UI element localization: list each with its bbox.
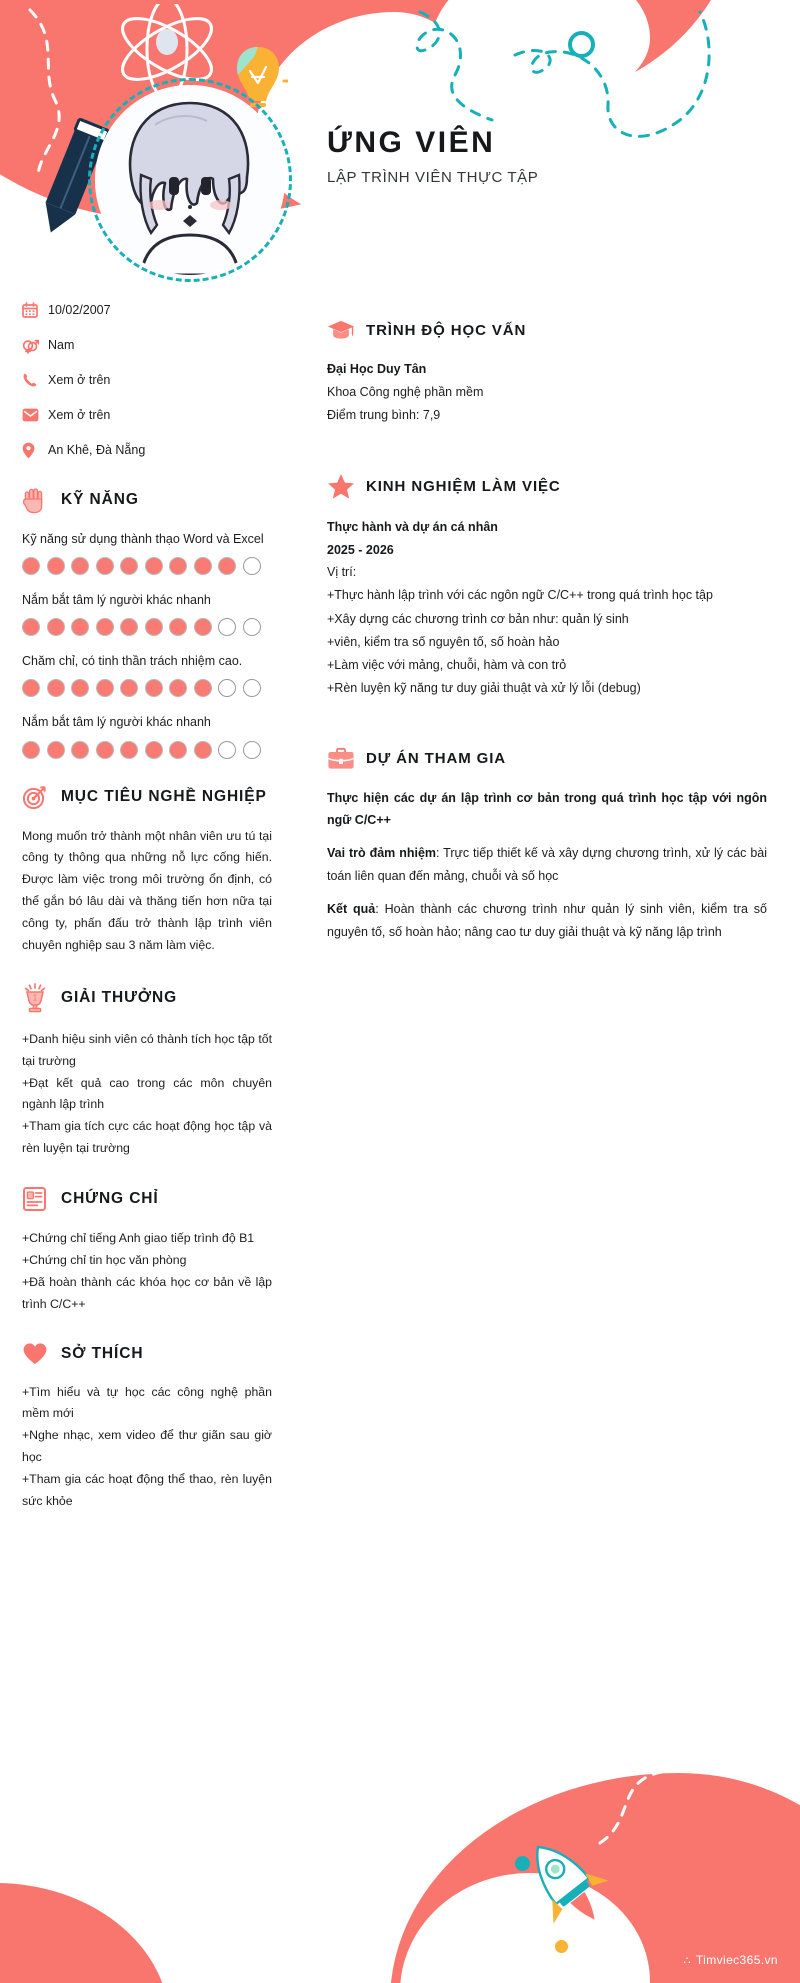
section-title: KỸ NĂNG <box>61 491 139 508</box>
rating-dot-empty[interactable] <box>243 741 261 759</box>
rating-dot-filled[interactable] <box>22 679 40 697</box>
section-title: GIẢI THƯỞNG <box>61 988 178 1006</box>
education-school: Đại Học Duy Tân <box>327 362 427 376</box>
experience-period: 2025 - 2026 <box>327 542 394 557</box>
section-header-certificates <box>22 1186 272 1212</box>
section-header-awards <box>22 983 272 1013</box>
rating-dot-filled[interactable] <box>71 618 89 636</box>
objective-text: Mong muốn trở thành một nhân viên ưu tú tại công ty thông qua những nỗ lực cống hiến. Được làm việc trong môi trường ổn định, có thể gắn bó lâu dài và thăng tiến hơn nữa tại công ty, phấn đấu trở thành lập trình viên chuyên nghiệp sau 3 năm làm việc. <box>22 828 272 952</box>
experience-bullet: +viên, kiểm tra số nguyên tố, số hoàn hảo <box>327 634 560 649</box>
skill-item <box>22 652 272 697</box>
project-role-label: Vai trò đảm nhiệm <box>327 845 437 860</box>
skill-rating[interactable] <box>22 557 272 575</box>
rating-dot-filled[interactable] <box>71 679 89 697</box>
header-decoration <box>0 0 800 300</box>
rocket-icon <box>505 1828 635 1948</box>
rating-dot-filled[interactable] <box>218 557 236 575</box>
skill-item <box>22 713 272 758</box>
contact-item-phone <box>22 370 272 390</box>
rating-dot-filled[interactable] <box>47 557 65 575</box>
sparkle-icon: ∴ <box>683 1954 691 1967</box>
phone-icon <box>22 372 48 388</box>
rating-dot-filled[interactable] <box>47 679 65 697</box>
brand-label: Timviec365.vn <box>695 1953 778 1967</box>
skill-rating[interactable] <box>22 741 272 759</box>
rating-dot-filled[interactable] <box>194 679 212 697</box>
rating-dot-filled[interactable] <box>145 679 163 697</box>
rating-dot-empty[interactable] <box>243 679 261 697</box>
candidate-role: LẬP TRÌNH VIÊN THỰC TẬP <box>327 169 539 186</box>
contact-item-location <box>22 440 272 460</box>
section-title: DỰ ÁN THAM GIA <box>366 750 507 767</box>
experience-role: Thực hành và dự án cá nhân <box>327 520 498 534</box>
rating-dot-filled[interactable] <box>96 741 114 759</box>
rating-dot-filled[interactable] <box>194 618 212 636</box>
project-result <box>327 898 767 945</box>
hobby-item: +Tìm hiểu và tự học các công nghệ phần mềm mới <box>22 1384 272 1421</box>
name-block <box>327 126 747 186</box>
contact-item-birthdate <box>22 300 272 320</box>
location-icon <box>22 442 48 459</box>
section-header-projects <box>327 747 767 771</box>
avatar <box>88 78 292 282</box>
contact-value: Xem ở trên <box>48 373 111 387</box>
rating-dot-empty[interactable] <box>218 679 236 697</box>
gender-icon <box>22 337 48 354</box>
skill-label: Kỹ năng sử dụng thành thạo Word và Excel <box>22 532 264 546</box>
contact-list <box>22 300 272 460</box>
rating-dot-filled[interactable] <box>22 618 40 636</box>
experience-bullet: +Xây dựng các chương trình cơ bản như: quản lý sinh <box>327 611 629 626</box>
project-role-text: : Trực tiếp thiết kế và xây dựng chương trình, xử lý các bài toán liên quan đến mảng, chuỗi và số học <box>327 845 767 883</box>
section-title: SỞ THÍCH <box>61 1344 144 1362</box>
rating-dot-filled[interactable] <box>22 741 40 759</box>
rating-dot-filled[interactable] <box>169 557 187 575</box>
experience-position-label: Vị trí: <box>327 565 357 579</box>
section-header-experience <box>327 473 767 500</box>
skill-item <box>22 591 272 636</box>
rating-dot-filled[interactable] <box>71 557 89 575</box>
rating-dot-filled[interactable] <box>96 618 114 636</box>
rating-dot-filled[interactable] <box>22 557 40 575</box>
briefcase-icon <box>327 747 355 771</box>
rating-dot-filled[interactable] <box>145 618 163 636</box>
hand-icon <box>22 486 50 514</box>
education-faculty: Khoa Công nghệ phần mềm <box>327 384 484 399</box>
contact-value: Nam <box>48 338 75 352</box>
heart-icon <box>22 1342 50 1366</box>
teal-ring-decoration <box>568 31 595 58</box>
section-title: MỤC TIÊU NGHỀ NGHIỆP <box>61 788 267 805</box>
rating-dot-filled[interactable] <box>96 557 114 575</box>
rating-dot-filled[interactable] <box>47 741 65 759</box>
star-icon <box>327 473 355 500</box>
contact-item-gender <box>22 335 272 355</box>
rating-dot-empty[interactable] <box>243 557 261 575</box>
rating-dot-filled[interactable] <box>120 618 138 636</box>
rating-dot-filled[interactable] <box>71 741 89 759</box>
target-icon <box>22 785 50 810</box>
brand-footer <box>683 1953 778 1967</box>
avatar-image <box>95 85 285 275</box>
rating-dot-empty[interactable] <box>243 618 261 636</box>
section-title: TRÌNH ĐỘ HỌC VẤN <box>366 321 527 339</box>
section-header-education <box>327 318 767 342</box>
skill-label: Nắm bắt tâm lý người khác nhanh <box>22 715 211 730</box>
certificate-icon <box>22 1186 50 1212</box>
calendar-icon <box>22 302 48 318</box>
contact-item-email <box>22 405 272 425</box>
skills-list <box>22 530 272 759</box>
footer-blob-left <box>0 1883 170 1983</box>
section-header-skills <box>22 486 272 514</box>
experience-bullet: +Thực hành lập trình với các ngôn ngữ C/C++ trong quá trình học tập <box>327 588 713 603</box>
footer-decoration <box>0 1683 800 1983</box>
education-gpa: Điểm trung bình: 7,9 <box>327 407 441 422</box>
project-summary: Thực hiện các dự án lập trình cơ bản trong quá trình học tập với ngôn ngữ C/C++ <box>327 790 767 827</box>
skill-label: Chăm chỉ, có tinh thần trách nhiệm cao. <box>22 654 243 669</box>
skill-rating[interactable] <box>22 679 272 697</box>
candidate-name: ỨNG VIÊN <box>327 126 496 159</box>
award-item: +Đạt kết quả cao trong các môn chuyên ngành lập trình <box>22 1075 272 1112</box>
rating-dot-empty[interactable] <box>218 618 236 636</box>
certificate-item: +Đã hoàn thành các khóa học cơ bản về lập trình C/C++ <box>22 1274 272 1311</box>
certificate-item: +Chứng chỉ tiếng Anh giao tiếp trình độ B1 <box>22 1231 255 1245</box>
rating-dot-filled[interactable] <box>120 557 138 575</box>
svg-text:1: 1 <box>32 993 38 1003</box>
project-result-text: : Hoàn thành các chương trình như quản lý sinh viên, kiểm tra số nguyên tố, số hoàn hảo; nâng cao tư duy giải thuật và kỹ năng lập trình <box>327 902 767 940</box>
rating-dot-filled[interactable] <box>169 741 187 759</box>
contact-value: 10/02/2007 <box>48 303 111 317</box>
contact-value: Xem ở trên <box>48 408 111 422</box>
contact-value: An Khê, Đà Nẵng <box>48 443 146 457</box>
rating-dot-filled[interactable] <box>194 557 212 575</box>
email-icon <box>22 408 48 422</box>
rating-dot-filled[interactable] <box>169 618 187 636</box>
section-title: CHỨNG CHỈ <box>61 1190 159 1207</box>
trophy-icon <box>22 983 50 1013</box>
left-column <box>22 300 272 1513</box>
section-title: KINH NGHIỆM LÀM VIỆC <box>366 478 561 495</box>
graduation-cap-icon <box>327 318 355 342</box>
experience-bullet: +Rèn luyện kỹ năng tư duy giải thuật và xử lý lỗi (debug) <box>327 681 641 696</box>
rating-dot-filled[interactable] <box>145 741 163 759</box>
section-header-objective <box>22 785 272 810</box>
rating-dot-filled[interactable] <box>120 679 138 697</box>
experience-bullet: +Làm việc với mảng, chuỗi, hàm và con trỏ <box>327 658 567 672</box>
hobby-item: +Tham gia các hoạt động thể thao, rèn luyện sức khỏe <box>22 1472 272 1508</box>
hobby-item: +Nghe nhạc, xem video để thư giãn sau giờ học <box>22 1428 272 1465</box>
award-item: +Tham gia tích cực các hoạt động học tập và rèn luyện tại trường <box>22 1119 272 1156</box>
right-column <box>327 292 767 945</box>
rating-dot-filled[interactable] <box>194 741 212 759</box>
rating-dot-filled[interactable] <box>145 557 163 575</box>
section-header-hobbies <box>22 1342 272 1366</box>
project-result-label: Kết quả <box>327 902 376 916</box>
rating-dot-filled[interactable] <box>120 741 138 759</box>
award-item: +Danh hiệu sinh viên có thành tích học tập tốt tại trường <box>22 1031 272 1068</box>
skill-item <box>22 530 272 575</box>
skill-rating[interactable] <box>22 618 272 636</box>
skill-label: Nắm bắt tâm lý người khác nhanh <box>22 593 211 608</box>
rating-dot-filled[interactable] <box>96 679 114 697</box>
project-role <box>327 842 767 889</box>
rating-dot-empty[interactable] <box>218 741 236 759</box>
certificate-item: +Chứng chỉ tin học văn phòng <box>22 1252 187 1267</box>
rating-dot-filled[interactable] <box>47 618 65 636</box>
rating-dot-filled[interactable] <box>169 679 187 697</box>
